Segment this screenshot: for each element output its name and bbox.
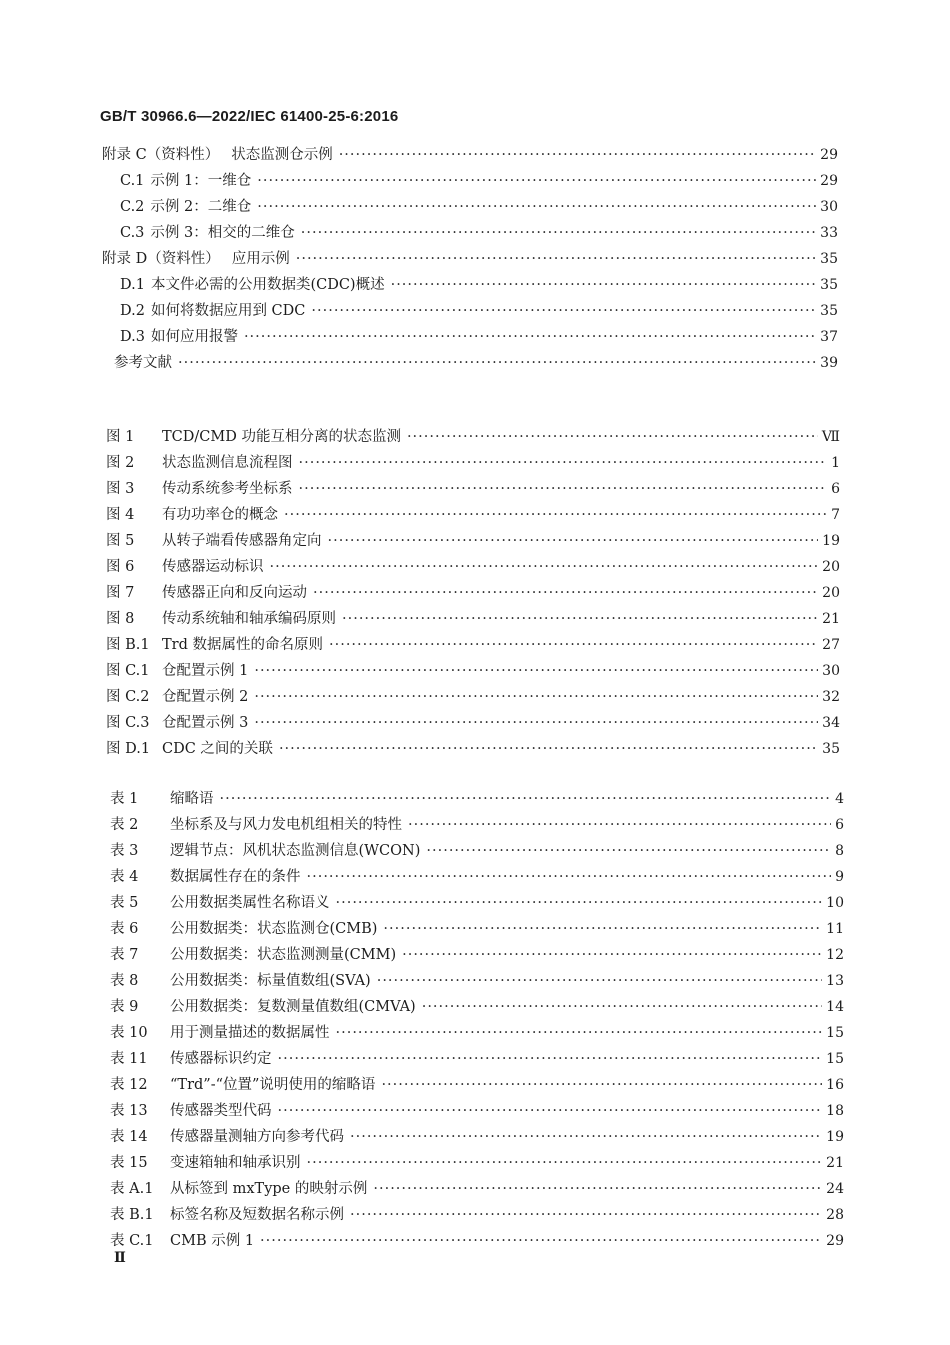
toc-entry bbox=[0, 1124, 950, 1150]
toc-entry bbox=[0, 324, 950, 350]
dot-leader bbox=[278, 1098, 823, 1124]
toc-entry-page: 10 bbox=[826, 895, 844, 911]
toc-entry-title: 应用示例 bbox=[231, 251, 290, 267]
toc-entry-number: 表 3 bbox=[110, 843, 139, 859]
toc-entry-number: 图 B.1 bbox=[106, 637, 150, 653]
toc-entry bbox=[0, 1046, 950, 1072]
toc-entry-page: 14 bbox=[826, 999, 844, 1015]
toc-entry bbox=[0, 1098, 950, 1124]
standard-header: GB/T 30966.6—2022/IEC 61400-25-6:2016 bbox=[100, 108, 399, 125]
toc-entry-title: 用于测量描述的数据属性 bbox=[170, 1025, 330, 1041]
toc-entry bbox=[0, 786, 950, 812]
dot-leader bbox=[270, 554, 819, 580]
toc-entry-number: 表 15 bbox=[110, 1155, 148, 1171]
toc-entry-number: 图 4 bbox=[106, 507, 135, 523]
toc-entry bbox=[0, 606, 950, 632]
toc-entry bbox=[0, 736, 950, 762]
dot-leader bbox=[296, 246, 816, 272]
toc-entry bbox=[0, 942, 950, 968]
toc-entry bbox=[0, 994, 950, 1020]
toc-entry bbox=[0, 1020, 950, 1046]
dot-leader bbox=[257, 168, 816, 194]
toc-entry-title: 数据属性存在的条件 bbox=[170, 869, 301, 885]
dot-leader bbox=[257, 194, 816, 220]
dot-leader bbox=[336, 890, 823, 916]
toc-entry-title: “Trd”-“位置”说明使用的缩略语 bbox=[170, 1077, 376, 1093]
toc-entry-number: 表 10 bbox=[110, 1025, 148, 1041]
toc-entry-number: 表 C.1 bbox=[110, 1233, 154, 1249]
dot-leader bbox=[426, 838, 831, 864]
toc-entry bbox=[0, 890, 950, 916]
toc-entry-number: D.3 bbox=[120, 329, 145, 345]
dot-leader bbox=[254, 710, 818, 736]
toc-entry-number: 图 C.3 bbox=[106, 715, 150, 731]
toc-entry-title: TCD/CMD 功能互相分离的状态监测 bbox=[162, 429, 401, 445]
toc-entry-title: 公用数据类：复数测量值数组(CMVA) bbox=[170, 999, 416, 1015]
toc-entry-title: 仓配置示例 2 bbox=[162, 689, 249, 705]
toc-entry-number: 图 C.1 bbox=[106, 663, 150, 679]
toc-entry-title: 传感器正向和反向运动 bbox=[162, 585, 307, 601]
toc-entry-title: 传感器标识约定 bbox=[170, 1051, 272, 1067]
toc-entry-page: 30 bbox=[820, 199, 838, 215]
dot-leader bbox=[339, 142, 816, 168]
toc-entry-number: 图 7 bbox=[106, 585, 135, 601]
toc-entry-title: 仓配置示例 1 bbox=[162, 663, 249, 679]
dot-leader bbox=[284, 502, 827, 528]
toc-entry-title: Trd 数据属性的命名原则 bbox=[162, 637, 323, 653]
toc-entry-page: 20 bbox=[822, 559, 840, 575]
toc-entry-number: C.2 bbox=[120, 199, 145, 215]
toc-entry-page: 32 bbox=[822, 689, 840, 705]
toc-entry-title: 传感器运动标识 bbox=[162, 559, 264, 575]
toc-entry-page: 30 bbox=[822, 663, 840, 679]
toc-entry bbox=[0, 246, 950, 272]
toc-entry-title: 状态监测信息流程图 bbox=[162, 455, 293, 471]
toc-entry-number: 表 13 bbox=[110, 1103, 148, 1119]
toc-entry-page: 16 bbox=[826, 1077, 844, 1093]
toc-entry bbox=[0, 1072, 950, 1098]
toc-entry bbox=[0, 502, 950, 528]
toc-entry bbox=[0, 632, 950, 658]
dot-leader bbox=[350, 1202, 822, 1228]
toc-entry-page: 4 bbox=[835, 791, 844, 807]
dot-leader bbox=[329, 632, 818, 658]
toc-entry-page: 21 bbox=[822, 611, 840, 627]
toc-entry-page: 19 bbox=[826, 1129, 844, 1145]
toc-entry-page: 29 bbox=[820, 173, 838, 189]
toc-entry bbox=[0, 272, 950, 298]
toc-entry-page: 24 bbox=[826, 1181, 844, 1197]
toc-entry-title: 示例 1：一维仓 bbox=[150, 173, 252, 189]
toc-entry-page: 12 bbox=[826, 947, 844, 963]
toc-entry bbox=[0, 168, 950, 194]
toc-entry-number: 表 5 bbox=[110, 895, 139, 911]
toc-entry-page: 6 bbox=[835, 817, 844, 833]
toc-entry-number: 图 6 bbox=[106, 559, 135, 575]
toc-entry-number: 表 A.1 bbox=[110, 1181, 154, 1197]
toc-entry-page: 15 bbox=[826, 1051, 844, 1067]
toc-entry bbox=[0, 684, 950, 710]
toc-entry bbox=[0, 476, 950, 502]
dot-leader bbox=[244, 324, 816, 350]
dot-leader bbox=[254, 658, 818, 684]
toc-entry bbox=[0, 1202, 950, 1228]
toc-entry-title: 示例 3：相交的二维仓 bbox=[150, 225, 295, 241]
toc-figures-list bbox=[0, 424, 950, 762]
toc-entry-title: 仓配置示例 3 bbox=[162, 715, 249, 731]
toc-tables-list bbox=[0, 786, 950, 1254]
toc-entry bbox=[0, 580, 950, 606]
dot-leader bbox=[313, 580, 818, 606]
dot-leader bbox=[377, 968, 822, 994]
toc-entry-page: 6 bbox=[831, 481, 840, 497]
toc-entry-number: 附录 C（资料性） bbox=[102, 147, 220, 163]
dot-leader bbox=[422, 994, 822, 1020]
toc-entry-title: 公用数据类：状态监测仓(CMB) bbox=[170, 921, 378, 937]
toc-entry bbox=[0, 968, 950, 994]
toc-entry-page: 35 bbox=[820, 277, 838, 293]
toc-entry-number: C.1 bbox=[120, 173, 145, 189]
toc-entry bbox=[0, 528, 950, 554]
toc-entry-number: 表 4 bbox=[110, 869, 139, 885]
dot-leader bbox=[307, 1150, 823, 1176]
toc-entry-title: CDC 之间的关联 bbox=[162, 741, 273, 757]
dot-leader bbox=[342, 606, 818, 632]
toc-entry-page: 7 bbox=[831, 507, 840, 523]
toc-entry-page: 20 bbox=[822, 585, 840, 601]
dot-leader bbox=[328, 528, 819, 554]
toc-entry bbox=[0, 1176, 950, 1202]
toc-entry-page: 19 bbox=[822, 533, 840, 549]
toc-entry bbox=[0, 350, 950, 376]
dot-leader bbox=[299, 450, 828, 476]
toc-entry-number: 表 2 bbox=[110, 817, 139, 833]
toc-entry-title: 本文件必需的公用数据类(CDC)概述 bbox=[150, 277, 385, 293]
toc-entry bbox=[0, 812, 950, 838]
toc-entry-page: 8 bbox=[835, 843, 844, 859]
toc-entry-number: C.3 bbox=[120, 225, 145, 241]
toc-entry-page: 11 bbox=[826, 921, 844, 937]
toc-entry bbox=[0, 864, 950, 890]
toc-entry-title: 参考文献 bbox=[114, 355, 172, 371]
toc-entry-title: 传感器量测轴方向参考代码 bbox=[170, 1129, 344, 1145]
dot-leader bbox=[402, 942, 822, 968]
toc-entry-title: 公用数据类：标量值数组(SVA) bbox=[170, 973, 371, 989]
toc-entry-page: 34 bbox=[822, 715, 840, 731]
toc-entry bbox=[0, 142, 950, 168]
page-number-footer: Ⅱ bbox=[114, 1250, 126, 1266]
toc-entry-number: 图 3 bbox=[106, 481, 135, 497]
toc-appendix-section bbox=[0, 142, 950, 376]
toc-entry-title: 标签名称及短数据名称示例 bbox=[170, 1207, 344, 1223]
toc-entry bbox=[0, 194, 950, 220]
toc-entry-title: 从标签到 mxType 的映射示例 bbox=[170, 1181, 368, 1197]
toc-entry-title: 公用数据类属性名称语义 bbox=[170, 895, 330, 911]
toc-entry-title: 示例 2：二维仓 bbox=[150, 199, 252, 215]
toc-entry-number: 表 B.1 bbox=[110, 1207, 154, 1223]
dot-leader bbox=[279, 736, 818, 762]
toc-entry-title: 如何应用报警 bbox=[150, 329, 238, 345]
toc-entry-number: 表 7 bbox=[110, 947, 139, 963]
dot-leader bbox=[254, 684, 818, 710]
toc-entry-number: 图 1 bbox=[106, 429, 135, 445]
toc-entry-number: 图 2 bbox=[106, 455, 135, 471]
toc-entry bbox=[0, 1150, 950, 1176]
toc-entry-page: 39 bbox=[820, 355, 838, 371]
toc-entry-number: 表 1 bbox=[110, 791, 139, 807]
toc-entry-number: D.2 bbox=[120, 303, 145, 319]
toc-entry bbox=[0, 554, 950, 580]
toc-entry-number: 图 8 bbox=[106, 611, 135, 627]
toc-entry bbox=[0, 710, 950, 736]
toc-entry-page: 1 bbox=[831, 455, 840, 471]
toc-entry-number: 表 9 bbox=[110, 999, 139, 1015]
dot-leader bbox=[260, 1228, 822, 1254]
toc-entry-page: Ⅶ bbox=[821, 429, 840, 445]
toc-entry-title: 传感器类型代码 bbox=[170, 1103, 272, 1119]
toc-entry-number: 表 6 bbox=[110, 921, 139, 937]
toc-entry-page: 33 bbox=[820, 225, 838, 241]
toc-entry-title: 传动系统参考坐标系 bbox=[162, 481, 293, 497]
toc-entry bbox=[0, 298, 950, 324]
dot-leader bbox=[407, 424, 818, 450]
toc-entry bbox=[0, 1228, 950, 1254]
toc-entry-number: 表 8 bbox=[110, 973, 139, 989]
toc-entry bbox=[0, 450, 950, 476]
dot-leader bbox=[178, 350, 816, 376]
dot-leader bbox=[278, 1046, 823, 1072]
dot-leader bbox=[373, 1176, 822, 1202]
toc-entry-page: 35 bbox=[820, 303, 838, 319]
toc-entry-title: 状态监测仓示例 bbox=[231, 147, 333, 163]
toc-entry bbox=[0, 220, 950, 246]
toc-entry-title: 如何将数据应用到 CDC bbox=[150, 303, 306, 319]
dot-leader bbox=[311, 298, 816, 324]
toc-entry bbox=[0, 916, 950, 942]
toc-entry bbox=[0, 424, 950, 450]
toc-entry-number: 表 14 bbox=[110, 1129, 148, 1145]
toc-entry-page: 9 bbox=[835, 869, 844, 885]
toc-entry-page: 37 bbox=[820, 329, 838, 345]
dot-leader bbox=[381, 1072, 822, 1098]
dot-leader bbox=[383, 916, 822, 942]
toc-entry-page: 27 bbox=[822, 637, 840, 653]
dot-leader bbox=[336, 1020, 823, 1046]
toc-entry-page: 35 bbox=[822, 741, 840, 757]
dot-leader bbox=[350, 1124, 822, 1150]
toc-entry-page: 13 bbox=[826, 973, 844, 989]
toc-entry-title: 坐标系及与风力发电机组相关的特性 bbox=[170, 817, 402, 833]
toc-entry-title: 从转子端看传感器角定向 bbox=[162, 533, 322, 549]
toc-entry-number: 表 11 bbox=[110, 1051, 148, 1067]
toc-entry-title: CMB 示例 1 bbox=[170, 1233, 255, 1249]
toc-entry-number: 图 5 bbox=[106, 533, 135, 549]
toc-entry-title: 缩略语 bbox=[170, 791, 214, 807]
toc-entry-number: 表 12 bbox=[110, 1077, 148, 1093]
dot-leader bbox=[301, 220, 816, 246]
toc-entry-title: 传动系统轴和轴承编码原则 bbox=[162, 611, 336, 627]
toc-entry-page: 29 bbox=[820, 147, 838, 163]
dot-leader bbox=[391, 272, 817, 298]
toc-entry bbox=[0, 658, 950, 684]
toc-entry-page: 21 bbox=[826, 1155, 844, 1171]
toc-entry-page: 35 bbox=[820, 251, 838, 267]
toc-entry-number: D.1 bbox=[120, 277, 145, 293]
toc-entry-number: 附录 D（资料性） bbox=[102, 251, 220, 267]
toc-entry-title: 变速箱轴和轴承识别 bbox=[170, 1155, 301, 1171]
toc-entry-page: 18 bbox=[826, 1103, 844, 1119]
toc-entry-title: 逻辑节点：风机状态监测信息(WCON) bbox=[170, 843, 421, 859]
toc-entry-number: 图 D.1 bbox=[106, 741, 151, 757]
toc-entry-page: 29 bbox=[826, 1233, 844, 1249]
toc-entry-title: 公用数据类：状态监测测量(CMM) bbox=[170, 947, 397, 963]
toc-entry-page: 15 bbox=[826, 1025, 844, 1041]
dot-leader bbox=[299, 476, 828, 502]
toc-entry-title: 有功功率仓的概念 bbox=[162, 507, 278, 523]
dot-leader bbox=[220, 786, 832, 812]
dot-leader bbox=[408, 812, 831, 838]
toc-entry-page: 28 bbox=[826, 1207, 844, 1223]
toc-entry-number: 图 C.2 bbox=[106, 689, 150, 705]
dot-leader bbox=[307, 864, 832, 890]
toc-entry bbox=[0, 838, 950, 864]
